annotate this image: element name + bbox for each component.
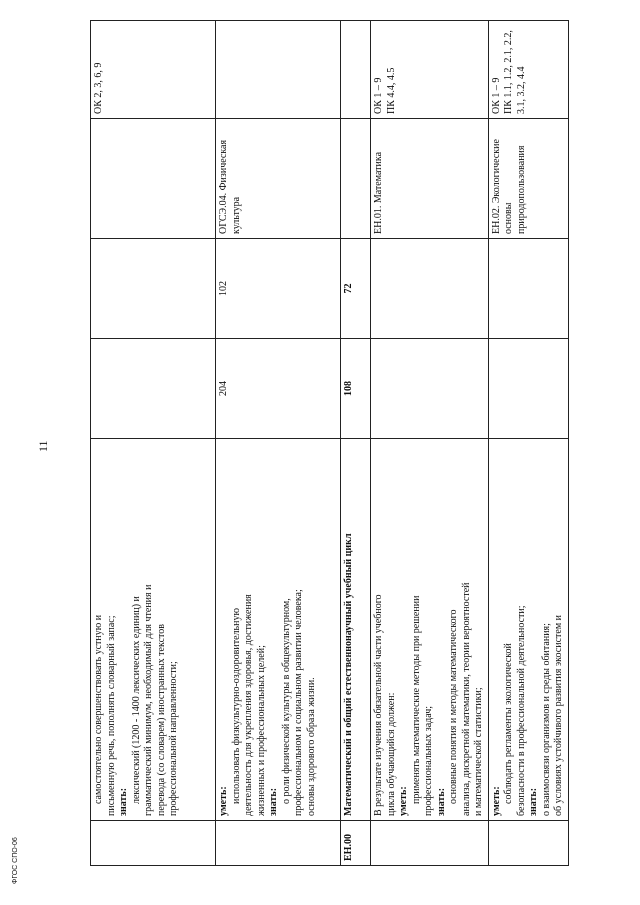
code-cell <box>216 821 341 866</box>
curriculum-table <box>90 20 569 866</box>
content-line: профессиональных задач; <box>423 705 434 816</box>
content-line: об условиях устойчивого развития экосистем и <box>553 615 564 816</box>
content-cell: Математический и общий естественнонаучный учебный цикл <box>341 439 371 821</box>
content-label: уметь: <box>490 786 502 816</box>
competencies-cell: ОК 1 – 9 ПК 4.4, 4.5 <box>371 21 489 119</box>
competencies-cell <box>341 21 371 119</box>
footer-label: ФГОС СПО-06 <box>12 837 19 884</box>
content-line: безопасности в профессиональной деятельности; <box>515 605 527 816</box>
content-line: соблюдать регламенты экологической <box>503 643 514 804</box>
discipline-cell <box>91 119 216 239</box>
content-label: знать: <box>118 787 129 816</box>
hours-class-cell: 102 <box>216 239 341 339</box>
content-line: грамматический минимум, необходимый для чтения и <box>143 584 154 816</box>
hours-class-cell: 72 <box>341 239 371 339</box>
table-row <box>91 21 216 866</box>
content-line: о роли физической культуры в общекультурном, <box>280 598 292 804</box>
content-line: перевода (со словарем) иностранных текстов <box>155 623 167 816</box>
content-cell <box>216 439 341 821</box>
hours-max-cell: 204 <box>216 339 341 439</box>
content-line: самостоятельно совершенствовать устную и <box>93 614 104 804</box>
competencies-cell <box>216 21 341 119</box>
hours-max-cell <box>371 339 489 439</box>
page-number: 11 <box>36 440 50 452</box>
hours-max-cell <box>488 339 568 439</box>
content-line: профессиональной направленности; <box>168 661 179 816</box>
content-line: лексический (1200 - 1400 лексических единиц) и <box>130 596 142 804</box>
content-cell <box>488 439 568 821</box>
discipline-cell: ЕН.02. Экологические основы природопользования <box>488 119 568 239</box>
content-label: знать: <box>528 787 539 816</box>
discipline-cell: ОГСЭ.04. Физическая культура <box>216 119 341 239</box>
discipline-cell <box>341 119 371 239</box>
discipline-cell: ЕН.01. Математика <box>371 119 489 239</box>
content-line: использовать физкультурно-оздоровительную <box>230 608 242 804</box>
hours-class-cell <box>488 239 568 339</box>
code-cell <box>488 821 568 866</box>
hours-class-cell <box>91 239 216 339</box>
content-label: уметь: <box>398 786 409 816</box>
content-line: основные понятия и методы математического <box>448 609 459 804</box>
code-cell <box>91 821 216 866</box>
competencies-cell: ОК 1 – 9 ПК 1.1, 1.2, 2.1, 2.2, 3.1, 3.2, 4.4 <box>488 21 568 119</box>
content-line: деятельность для укрепления здоровья, достижения <box>243 594 254 816</box>
content-line: и математической статистики; <box>473 687 484 816</box>
content-line: основы здорового образа жизни. <box>305 677 317 816</box>
content-line: профессиональном и социальном развитии человека; <box>293 589 304 816</box>
content-label: знать: <box>435 787 447 816</box>
content-line: жизненных и профессиональных целей; <box>255 645 267 816</box>
table-row <box>371 21 489 866</box>
hours-max-cell: 108 <box>341 339 371 439</box>
content-line: применять математические методы при решении <box>410 595 422 804</box>
content-line: о взаимосвязи организмов и среды обитания; <box>540 623 552 816</box>
table-row <box>341 21 371 866</box>
competencies-cell: ОК 2, 3, 6, 9 <box>91 21 216 119</box>
curriculum-table-sheet <box>90 21 564 866</box>
content-line: письменную речь, пополнять словарный запас; <box>105 615 117 816</box>
content-label: уметь: <box>218 786 229 816</box>
content-label: знать: <box>268 787 279 816</box>
code-cell: ЕН.00 <box>341 821 371 866</box>
hours-max-cell <box>91 339 216 439</box>
code-cell <box>371 821 489 866</box>
content-line: анализа, дискретной математики, теории вероятностей <box>460 582 472 816</box>
content-cell <box>371 439 489 821</box>
content-cell <box>91 439 216 821</box>
content-line: цикла обучающийся должен: <box>385 692 397 816</box>
hours-class-cell <box>371 239 489 339</box>
table-row <box>488 21 568 866</box>
table-row <box>216 21 341 866</box>
content-line: В результате изучения обязательной части учебного <box>373 594 384 816</box>
